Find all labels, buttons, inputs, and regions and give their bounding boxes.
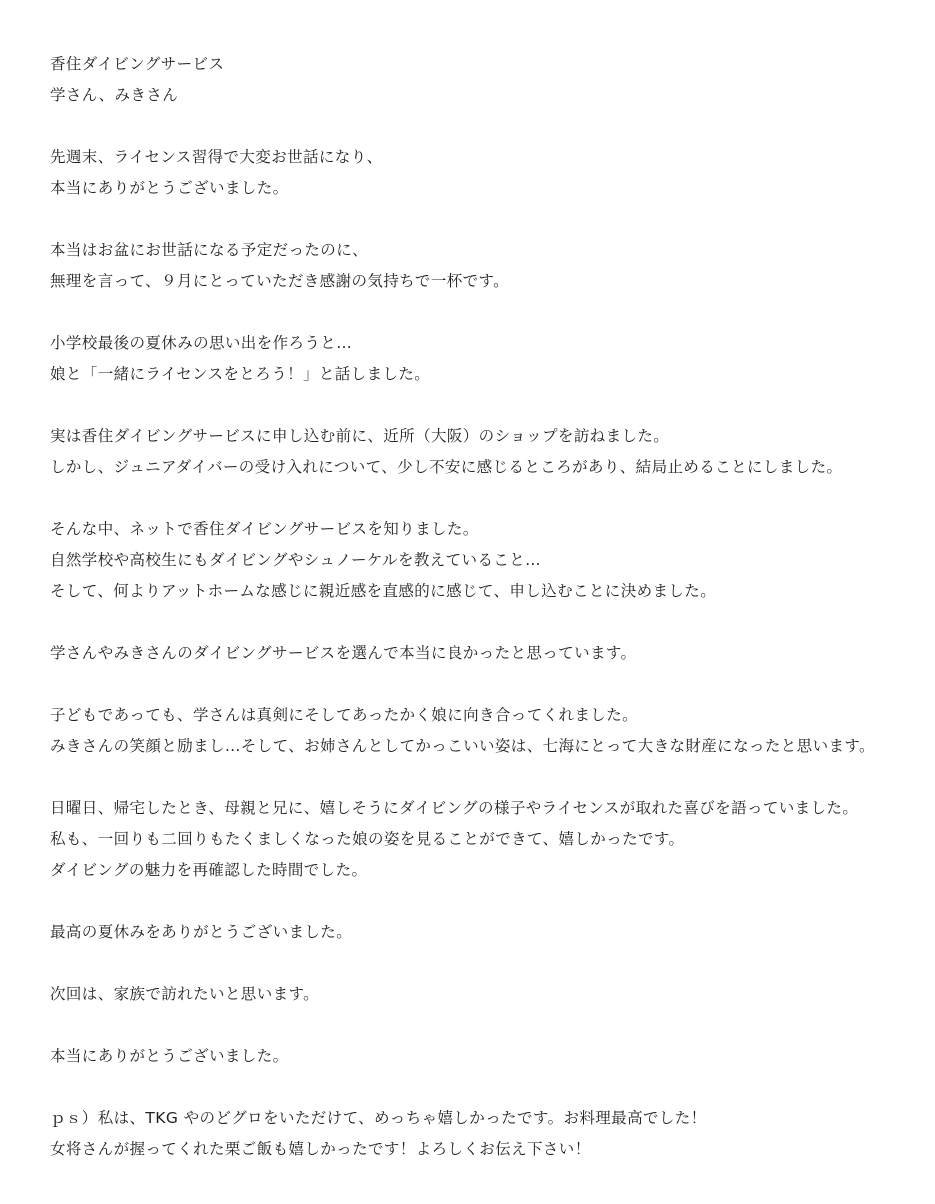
text-line: 子どもであっても、学さんは真剣にそしてあったかく娘に向き合ってくれました。 <box>50 706 638 724</box>
text-line: 先週末、ライセンス習得で大変お世話になり、 <box>50 148 383 166</box>
text-line: 次回は、家族で訪れたいと思います。 <box>50 985 320 1003</box>
paragraph-gap <box>50 948 925 979</box>
paragraph-gap <box>50 297 925 328</box>
paragraph-gap <box>50 1072 925 1103</box>
addressee-names: 学さん、みきさん <box>50 86 179 104</box>
postscript-line: 女将さんが握ってくれた栗ご飯も嬉しかったです！よろしくお伝え下さい！ <box>50 1140 591 1158</box>
paragraph-gap <box>50 886 925 917</box>
text-line: 最高の夏休みをありがとうございました。 <box>50 923 353 941</box>
paragraph-gap <box>50 607 925 638</box>
text-line: 私も、一回りも二回りもたくましくなった娘の姿を見ることができて、嬉しかったです。 <box>50 830 685 848</box>
paragraph-gap <box>50 483 925 514</box>
paragraph-gap <box>50 111 925 142</box>
text-line: 小学校最後の夏休みの思い出を作ろうと… <box>50 334 353 352</box>
text-line: 本当にありがとうございました。 <box>50 1047 289 1065</box>
paragraph-gap <box>50 204 925 235</box>
paragraph-gap <box>50 390 925 421</box>
text-line: 本当はお盆にお世話になる予定だったのに、 <box>50 241 369 259</box>
text-line: そんな中、ネットで香住ダイビングサービスを知りました。 <box>50 520 479 538</box>
text-line: しかし、ジュニアダイバーの受け入れについて、少し不安に感じるところがあり、結局止めることにしました。 <box>50 458 843 476</box>
addressee-shop: 香住ダイビングサービス <box>50 55 225 73</box>
postscript-line: ｐｓ）私は、TKG やのどグロをいただけて、めっちゃ嬉しかったです。お料理最高でした！ <box>50 1109 707 1127</box>
text-line: 自然学校や高校生にもダイビングやシュノーケルを教えていること… <box>50 551 542 569</box>
text-line: 本当にありがとうございました。 <box>50 179 289 197</box>
letter-body <box>50 49 925 1165</box>
text-line: 無理を言って、９月にとっていただき感謝の気持ちで一杯です。 <box>50 272 510 290</box>
text-line: 日曜日、帰宅したとき、母親と兄に、嬉しそうにダイビングの様子やライセンスが取れた喜びを語っていました。 <box>50 799 859 817</box>
paragraph-gap <box>50 669 925 700</box>
text-line: 娘と「一緒にライセンスをとろう！」と話しました。 <box>50 365 431 383</box>
text-line: みきさんの笑顔と励まし…そして、お姉さんとしてかっこいい姿は、七海にとって大きな財産になったと思います。 <box>50 737 875 755</box>
text-line: ダイビングの魅力を再確認した時間でした。 <box>50 861 368 879</box>
text-line: 学さんやみきさんのダイビングサービスを選んで本当に良かったと思っています。 <box>50 644 637 662</box>
text-line: そして、何よりアットホームな感じに親近感を直感的に感じて、申し込むことに決めました。 <box>50 582 717 600</box>
text-line: 実は香住ダイビングサービスに申し込む前に、近所（大阪）のショップを訪ねました。 <box>50 427 670 445</box>
paragraph-gap <box>50 762 925 793</box>
paragraph-gap <box>50 1010 925 1041</box>
